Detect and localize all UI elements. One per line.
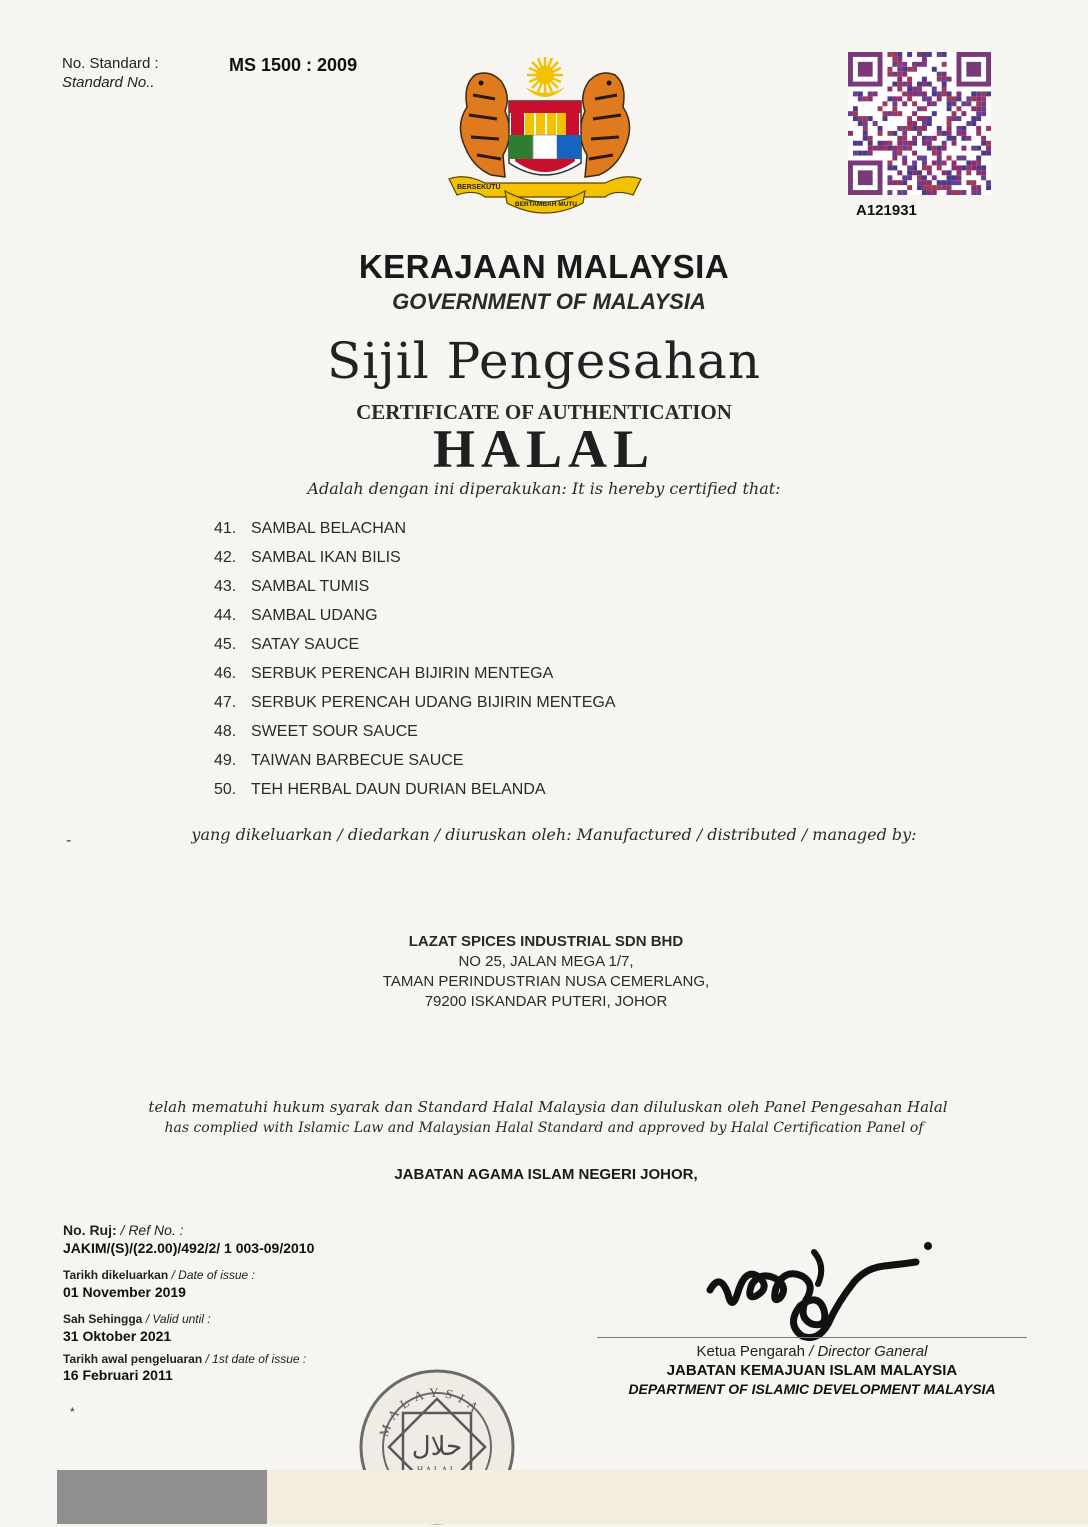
list-item bbox=[214, 636, 616, 665]
asterisk-marker: * bbox=[70, 1405, 75, 1419]
first-issue-value: 16 Februari 2011 bbox=[63, 1367, 173, 1383]
crest-star-icon bbox=[525, 57, 565, 97]
list-item bbox=[214, 694, 616, 723]
signatory-title-ms: Ketua Pengarah bbox=[696, 1343, 805, 1360]
ref-value: JAKIM/(S)/(22.00)/492/2/ 1 003-09/2010 bbox=[63, 1240, 315, 1256]
seal-arabic: حلال bbox=[411, 1432, 463, 1462]
issue-date-label-en: / Date of issue : bbox=[171, 1268, 255, 1282]
manufactured-statement: yang dikeluarkan / diedarkan / diuruskan oleh: Manufactured / distributed / managed by: bbox=[191, 825, 917, 844]
product-name: SWEET SOUR SAUCE bbox=[251, 723, 418, 740]
standard-label bbox=[62, 54, 159, 92]
crest-motto-left: BERSEKUTU bbox=[457, 184, 501, 191]
product-name: TAIWAN BARBECUE SAUCE bbox=[251, 752, 464, 769]
valid-until-label bbox=[63, 1312, 211, 1326]
qr-code-icon[interactable] bbox=[848, 52, 991, 195]
product-name: SAMBAL UDANG bbox=[251, 607, 378, 624]
seal-ring-text: MALAYSIA bbox=[375, 1384, 486, 1439]
product-number: 47. bbox=[214, 694, 237, 711]
product-number: 49. bbox=[214, 752, 237, 769]
company-name: LAZAT SPICES INDUSTRIAL SDN BHD bbox=[408, 933, 684, 950]
valid-until-label-en: / Valid until : bbox=[145, 1312, 211, 1326]
issue-date-label bbox=[63, 1268, 255, 1282]
product-number: 46. bbox=[214, 665, 237, 682]
standard-value: MS 1500 : 2009 bbox=[229, 55, 358, 75]
ref-label bbox=[63, 1222, 184, 1238]
crest-motto-icon bbox=[449, 177, 641, 213]
signatory-title bbox=[597, 1343, 1027, 1360]
product-number: 50. bbox=[214, 781, 237, 798]
certificate-title-ms: Sijil Pengesahan bbox=[326, 332, 762, 390]
company-address-line-1: NO 25, JALAN MEGA 1/7, bbox=[458, 953, 634, 970]
serial-number: A121931 bbox=[856, 202, 917, 219]
product-number: 41. bbox=[214, 520, 237, 537]
bottom-gray-strip bbox=[57, 1470, 267, 1524]
halal-title: HALAL bbox=[432, 419, 656, 479]
certificate-title-en: CERTIFICATE OF AUTHENTICATION bbox=[356, 400, 732, 424]
company-block bbox=[0, 932, 1088, 1012]
issue-date-value: 01 November 2019 bbox=[63, 1284, 186, 1300]
list-item bbox=[214, 578, 616, 607]
company-address-line-2: TAMAN PERINDUSTRIAN NUSA CEMERLANG, bbox=[382, 973, 710, 990]
product-name: SAMBAL IKAN BILIS bbox=[251, 549, 401, 566]
crest-shield-icon bbox=[509, 101, 581, 175]
first-issue-label bbox=[63, 1352, 306, 1366]
product-name: TEH HERBAL DAUN DURIAN BELANDA bbox=[251, 781, 546, 798]
government-title-ms: KERAJAAN MALAYSIA bbox=[358, 248, 730, 285]
list-item bbox=[214, 520, 616, 549]
crest-motto-center: BERTAMBAH MUTU bbox=[515, 201, 577, 208]
first-issue-label-en: / 1st date of issue : bbox=[205, 1352, 307, 1366]
list-item bbox=[214, 752, 616, 781]
product-number: 48. bbox=[214, 723, 237, 740]
left-tiger-icon bbox=[460, 73, 509, 177]
certified-statement: Adalah dengan ini diperakukan: It is hereby certified that: bbox=[307, 479, 781, 498]
department-name-en: DEPARTMENT OF ISLAMIC DEVELOPMENT MALAYSIA bbox=[628, 1381, 996, 1397]
list-item bbox=[214, 607, 616, 636]
ref-label-ms: No. Ruj: bbox=[63, 1222, 117, 1238]
director-signature bbox=[702, 1232, 937, 1342]
product-name: SAMBAL BELACHAN bbox=[251, 520, 407, 537]
signature-line bbox=[597, 1337, 1027, 1338]
product-name: SATAY SAUCE bbox=[251, 636, 360, 653]
government-title-en: GOVERNMENT OF MALAYSIA bbox=[392, 289, 706, 314]
department-name-ms: JABATAN KEMAJUAN ISLAM MALAYSIA bbox=[666, 1362, 958, 1379]
right-tiger-icon bbox=[580, 73, 629, 177]
product-number: 42. bbox=[214, 549, 237, 566]
certifying-body: JABATAN AGAMA ISLAM NEGERI JOHOR, bbox=[394, 1166, 698, 1183]
compliance-statement-ms: telah mematuhi hukum syarak dan Standard Halal Malaysia dan diluluskan oleh Panel Pengesahan Halal bbox=[148, 1098, 948, 1116]
product-number: 45. bbox=[214, 636, 237, 653]
standard-label-ms: No. Standard : bbox=[62, 55, 159, 72]
product-name: SAMBAL TUMIS bbox=[251, 578, 370, 595]
product-list bbox=[214, 520, 616, 810]
product-number: 44. bbox=[214, 607, 237, 624]
valid-until-value: 31 Oktober 2021 bbox=[63, 1328, 172, 1344]
valid-until-label-ms: Sah Sehingga bbox=[63, 1312, 143, 1326]
list-item bbox=[214, 781, 616, 810]
list-item bbox=[214, 549, 616, 578]
list-item bbox=[214, 665, 616, 694]
issue-date-label-ms: Tarikh dikeluarkan bbox=[63, 1268, 169, 1282]
list-item bbox=[214, 723, 616, 752]
signatory-title-en: / Director Ganeral bbox=[809, 1343, 928, 1360]
first-issue-label-ms: Tarikh awal pengeluaran bbox=[63, 1352, 203, 1366]
product-name: SERBUK PERENCAH BIJIRIN MENTEGA bbox=[251, 665, 554, 682]
dash-marker: - bbox=[66, 832, 72, 849]
bottom-security-strip bbox=[267, 1470, 1088, 1524]
company-address-line-3: 79200 ISKANDAR PUTERI, JOHOR bbox=[424, 993, 668, 1010]
standard-label-en: Standard No.. bbox=[62, 74, 155, 91]
product-number: 43. bbox=[214, 578, 237, 595]
coat-of-arms-icon bbox=[445, 55, 645, 215]
product-name: SERBUK PERENCAH UDANG BIJIRIN MENTEGA bbox=[251, 694, 616, 711]
compliance-statement-en: has complied with Islamic Law and Malaysian Halal Standard and approved by Halal Certification Panel of bbox=[164, 1120, 924, 1136]
ref-label-en: / Ref No. : bbox=[120, 1222, 184, 1238]
